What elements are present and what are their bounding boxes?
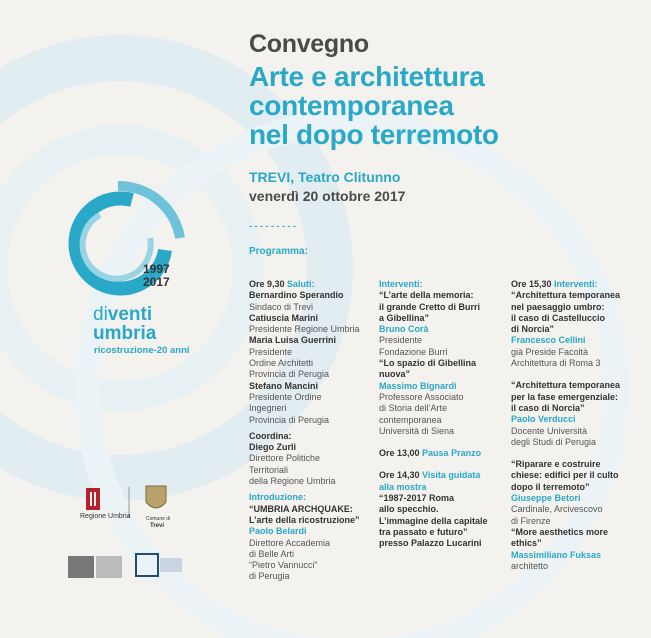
interventi-label: Interventi: xyxy=(379,279,423,289)
afternoon-time: Ore 15,30 xyxy=(511,279,552,289)
speaker-role: Ordine Architetti xyxy=(249,358,314,369)
logo-name-bold: venti xyxy=(107,304,153,325)
talk-title: nel paesaggio umbro: xyxy=(511,301,605,312)
introduzione-label: Introduzione: xyxy=(249,492,306,503)
speaker-role: “Pietro Vannucci” xyxy=(249,560,318,571)
talk-title: “Architettura temporanea xyxy=(511,380,621,391)
speaker-role: Docente Università xyxy=(511,425,588,436)
talk-title: nuova” xyxy=(379,369,411,380)
saluti-time: Ore 9,30 xyxy=(249,279,285,289)
speaker-name: Paolo Verducci xyxy=(511,414,576,425)
speaker-name: Diego Zurli xyxy=(249,442,296,453)
pausa-label: Pausa Pranzo xyxy=(422,448,482,459)
regione-umbria-label: Regione Umbria xyxy=(80,513,131,520)
event-title-line-3: nel dopo terremoto xyxy=(249,119,499,150)
speaker-role: architetto xyxy=(511,560,549,571)
logo-name-line2: umbria xyxy=(93,323,157,344)
logo-year-end: 2017 xyxy=(143,275,170,289)
speaker-role: Fondazione Burri xyxy=(379,346,448,357)
talk-title: L’arte della ricostruzione” xyxy=(249,514,360,525)
talk-title: il grande Cretto di Burri xyxy=(379,301,481,312)
logo-subtitle: ricostruzione-20 anni xyxy=(94,345,190,356)
talk-title: dopo il terremoto” xyxy=(511,481,590,492)
program-column-2 xyxy=(379,279,488,550)
speaker-name: Francesco Cellini xyxy=(511,335,586,346)
speaker-role: di Firenze xyxy=(511,515,551,526)
talk-title: “Architettura temporanea xyxy=(511,290,621,301)
programma-heading: Programma: xyxy=(249,246,308,257)
speaker-role: Cardinale, Arcivescovo xyxy=(511,504,603,515)
speaker-role: Provincia di Perugia xyxy=(249,414,330,425)
speaker-role: Territoriali xyxy=(249,464,289,475)
talk-title: “Riparare e costruire xyxy=(511,459,601,470)
speaker-role: Ingegneri xyxy=(249,403,287,414)
regione-umbria-logo-icon xyxy=(86,488,100,510)
ordine-architetti-text-icon xyxy=(96,556,122,578)
logo-name xyxy=(93,305,156,343)
program-column-1 xyxy=(249,279,360,583)
event-venue: TREVI, Teatro Clitunno xyxy=(249,169,401,185)
speaker-role: Architettura di Roma 3 xyxy=(511,358,601,369)
speaker-name: Maria Luisa Guerrini xyxy=(249,335,337,346)
speaker-role: di Perugia xyxy=(249,571,290,582)
talk-title: il caso di Norcia” xyxy=(511,402,585,413)
talk-title: chiese: edifici per il culto xyxy=(511,470,619,481)
regione-umbria-logo-stripe xyxy=(90,492,92,506)
speaker-role: Sindaco di Trevi xyxy=(249,301,314,312)
speaker-role: Provincia di Perugia xyxy=(249,369,330,380)
talk-title: “L’arte della memoria: xyxy=(379,290,474,301)
mostra-title: allo specchio. xyxy=(379,504,439,515)
speaker-role: Direttore Politiche xyxy=(249,453,321,464)
event-title-line-1: Arte e architettura xyxy=(249,61,485,92)
speaker-role: di Storia dell’Arte xyxy=(379,403,448,414)
logo-name-light: di xyxy=(93,304,108,325)
talk-title: di Norcia” xyxy=(511,324,555,335)
speaker-role: Presidente Ordine xyxy=(249,391,322,402)
visita-time: Ore 14,30 xyxy=(379,470,420,481)
logo-year-start: 1997 xyxy=(143,262,170,276)
speaker-name: Bruno Corà xyxy=(379,324,429,335)
saluti-label: Saluti: xyxy=(287,279,315,289)
mostra-title: L’immagine della capitale xyxy=(379,515,488,526)
mostra-title: tra passato e futuro” xyxy=(379,526,468,537)
pausa-time: Ore 13,00 xyxy=(379,448,420,459)
talk-title: a Gibellina” xyxy=(379,312,430,323)
speaker-role: Presidente Regione Umbria xyxy=(249,324,360,335)
regione-umbria-logo-stripe-2 xyxy=(94,492,96,506)
mostra-location: presso Palazzo Lucarini xyxy=(379,538,482,549)
speaker-name: Massimo Bignardi xyxy=(379,380,457,391)
speaker-role: Direttore Accademia xyxy=(249,537,331,548)
mostra-title: “1987-2017 Roma xyxy=(379,493,455,504)
speaker-role: contemporanea xyxy=(379,414,442,425)
program-column-3 xyxy=(511,279,620,572)
talk-title: per la fase emergenziale: xyxy=(511,391,619,402)
interventi-label: Interventi: xyxy=(554,279,598,289)
talk-title: il caso di Castelluccio xyxy=(511,312,606,323)
speaker-role: di Belle Arti xyxy=(249,548,295,559)
event-title-line-2: contemporanea xyxy=(249,90,454,121)
speaker-role: Presidente xyxy=(379,335,423,346)
speaker-role: Università di Siena xyxy=(379,425,455,436)
event-label: Convegno xyxy=(249,30,369,58)
comune-trevi-crest-icon xyxy=(146,486,166,508)
speaker-role: Professore Associato xyxy=(379,391,464,402)
comune-label-line2: Trevi xyxy=(150,523,165,529)
visita-label: Visita guidata xyxy=(422,470,481,481)
ordine-ingegneri-text-icon xyxy=(160,558,182,572)
speaker-role: Presidente xyxy=(249,346,293,357)
speaker-role: della Regione Umbria xyxy=(249,476,336,487)
coordina-label: Coordina: xyxy=(249,430,292,441)
event-title xyxy=(249,62,499,149)
logo-years xyxy=(143,263,170,289)
speaker-name: Bernardino Sperandio xyxy=(249,290,344,301)
speaker-name: Catiuscia Marini xyxy=(249,312,319,323)
dashed-separator: - - - - - - - - - xyxy=(249,221,296,231)
talk-title: ethics” xyxy=(511,538,542,549)
talk-title: “UMBRIA ARCHQUAKE: xyxy=(249,503,353,514)
speaker-role: già Preside Facoltà xyxy=(511,346,589,357)
speaker-name: Paolo Belardi xyxy=(249,526,307,537)
speaker-role: degli Studi di Perugia xyxy=(511,436,597,447)
event-date: venerdì 20 ottobre 2017 xyxy=(249,188,406,204)
talk-title: “More aesthetics more xyxy=(511,526,609,537)
comune-label-line1: Comune di xyxy=(146,516,171,522)
ordine-architetti-logo-icon xyxy=(68,556,94,578)
visita-label-2: alla mostra xyxy=(379,481,427,492)
talk-title: “Lo spazio di Gibellina xyxy=(379,358,477,369)
speaker-name: Giuseppe Betori xyxy=(511,493,581,504)
speaker-name: Massimiliano Fuksas xyxy=(511,549,602,560)
speaker-name: Stefano Mancini xyxy=(249,380,319,391)
